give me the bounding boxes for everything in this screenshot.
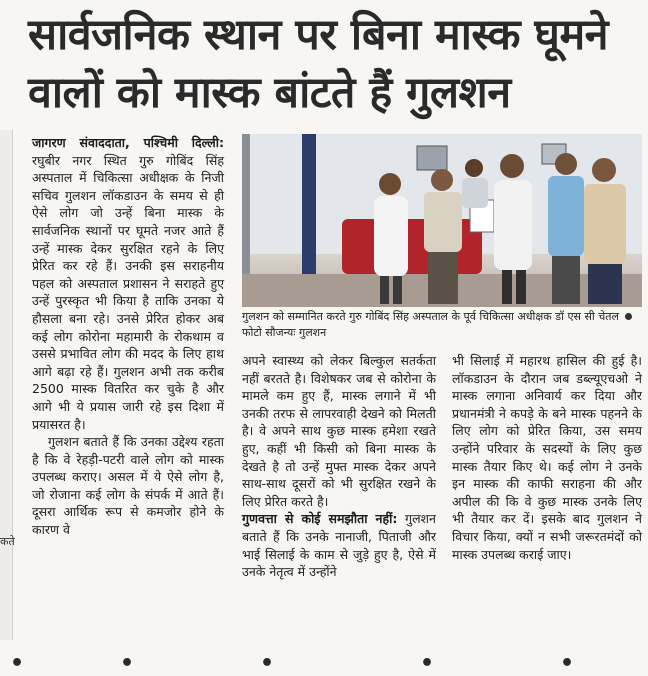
headline <box>28 6 640 122</box>
caption-text: गुलशन को सम्मानित करते गुरु गोबिंद सिंह अस्पताल के पूर्व चिकित्सा अधीक्षक डॉ एस सी चेतल <box>242 310 619 323</box>
adjacent-column-edge <box>0 130 13 640</box>
paragraph: भी सिलाई में महारथ हासिल की हुई है। लॉकडाउन के दौरान जब डब्ल्यूएचओ ने मास्क लगाना अनिवार्य कर दिया और प्रधानमंत्री ने कपड़े के बने मास्क पहनने के लिए लोग को प्रेरित किया, उस समय उन्होंने परिवार के सदस्यों के लिए कुछ मास्क तैयार किए थे। कई लोग ने उनके इन मास्क की काफी सराहना की और अपील की कि वे कुछ मास्क उनके लिए भी तैयार कर दें। इसके बाद गुलशन ने विचार किया, क्यों न सभी जरूरतमंदों को मास्क उपलब्ध कराई जाए। <box>452 353 642 562</box>
news-photo <box>242 134 642 307</box>
paragraph: रघुबीर नगर स्थित गुरु गोबिंद सिंह अस्पताल में चिकित्सा अधीक्षक के निजी सचिव गुलशन लॉकडाउन के समय से ही ऐसे लोग जो उन्हें बिना मास्क के सार्वजनिक स्थानों पर घूमते नजर आते हैं उन्हें मास्क देकर सुरक्षित रहने के लिए प्रेरित कर रहे हैं। उनकी इस सराहनीय पहल को अस्पताल प्रशासन ने सराहते हुए उन्हें पुरस्कृत भी किया है ताकि उनका ये हौसला बना रहे। उनसे प्रेरित होकर अब कई लोग कोरोना महामारी के रोकथाम व उससे प्रभावित लोग की मदद के लिए हाथ आगे बढ़ा रहे हैं। गुलशन अभी तक करीब 2500 मास्क वितरित कर चुके है और आगे भी ये प्रयास जारी रहे इस दिशा में प्रयासरत है। <box>32 152 224 432</box>
paragraph: गुलशन बताते हैं कि उनके नानाजी, पिताजी और भाई सिलाई के काम से जुड़े हुए है, ऐसे में उनके नेतृत्व में उन्होंने <box>242 511 436 580</box>
cut-glyph: • <box>560 651 575 676</box>
article-column-2 <box>242 352 436 581</box>
paragraph: अपने स्वास्थ्य को लेकर बिल्कुल सतर्कता नहीं बरतते है। विशेषकर जब से कोरोना के मामले कम हुए हैं, मास्क लगाने में भी उनकी तरफ से लापरवाही देखने को मिलती है। वे अपने साथ कुछ मास्क हमेशा रखते हुए, कहीं भी किसी को बिना मास्क के देखते है तो उन्हें मुफ्त मास्क देकर अपने साथ-साथ दूसरों को भी सुरक्षित रखने के लिए प्रेरित करते है। <box>242 353 436 509</box>
photo-caption <box>242 309 642 341</box>
headline-line-2: वालों को मास्क बांटते हैं गुलशन <box>28 68 511 118</box>
cut-glyph: • <box>120 651 135 676</box>
paragraph: गुलशन बताते हैं कि उनका उद्देश्य रहता है कि वे रेहड़ी-पटरी वाले लोग को मास्क उपलब्ध कराए। असल में ये ऐसे लोग है, जो रोजाना कई लोग के संपर्क में आते हैं। दूसरा आर्थिक रूप से कमजोर होने के कारण वे <box>32 434 224 538</box>
photo-illustration <box>242 134 642 307</box>
cut-glyph: • <box>10 651 25 676</box>
subheading: गुणवत्ता से कोई समझौता नहीं: <box>242 511 398 527</box>
article-column-3 <box>452 352 642 563</box>
adjacent-column-fragment: कते <box>0 535 15 548</box>
photo-credit: फोटो सौजन्यः गुलशन <box>242 326 327 339</box>
byline: जागरण संवाददाता, पश्चिमी दिल्ली: <box>32 135 224 150</box>
article-column-1 <box>32 134 224 539</box>
cut-glyph: • <box>420 651 435 676</box>
headline-line-1: सार्वजनिक स्थान पर बिना मास्क घूमने <box>28 10 609 60</box>
bullet-dot-icon <box>625 313 632 320</box>
cut-glyph: • <box>260 651 275 676</box>
next-article-headline-fragment <box>0 645 648 676</box>
